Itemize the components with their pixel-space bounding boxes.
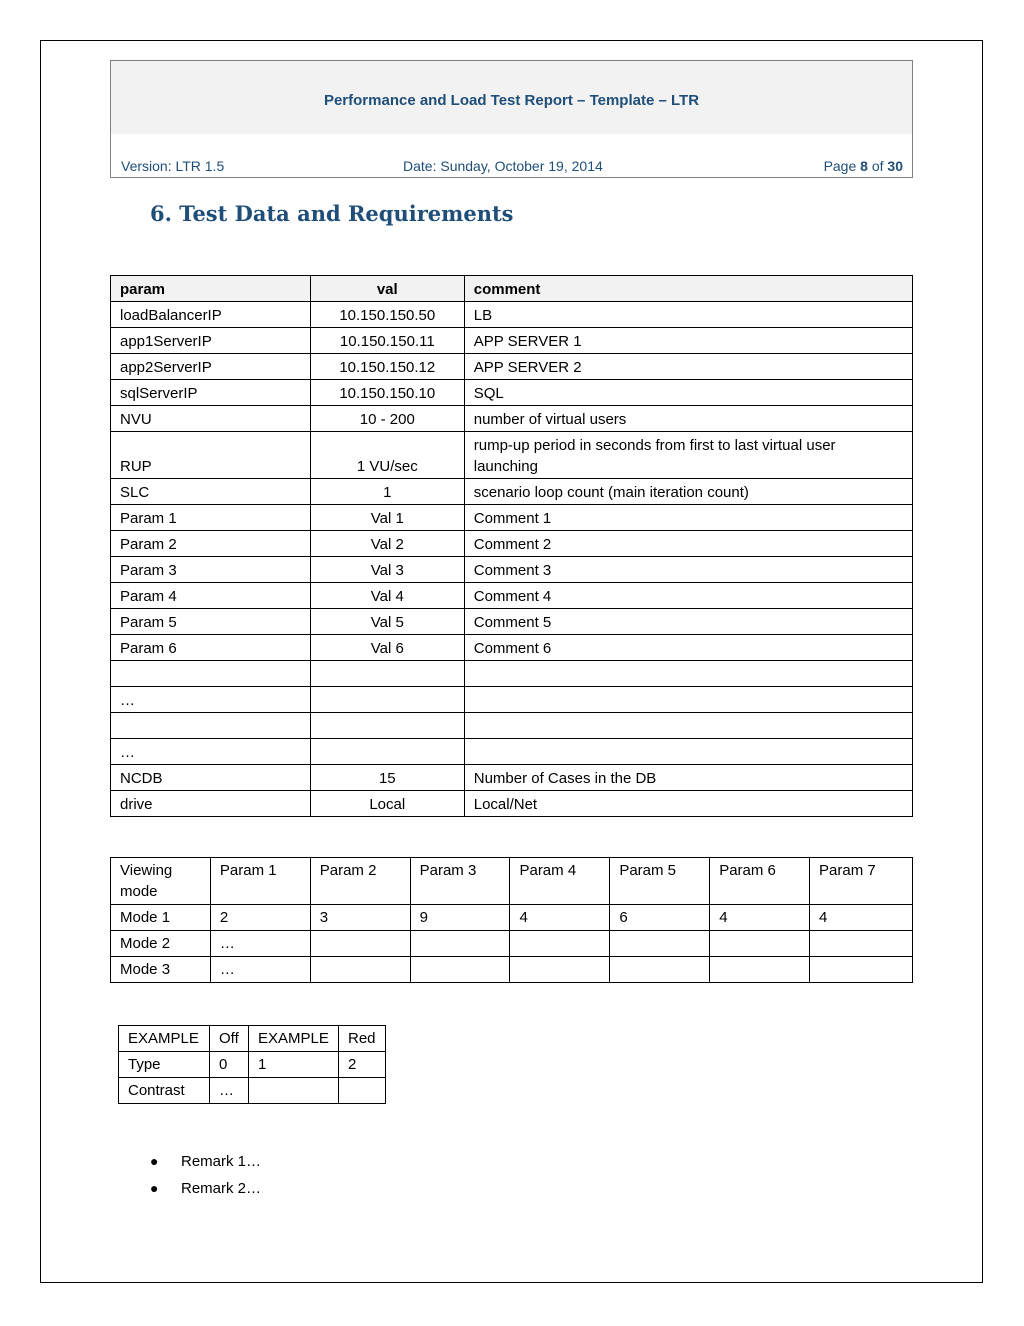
- params-header-row: [111, 276, 913, 302]
- table-row: [111, 739, 913, 765]
- comment-cell: [464, 739, 912, 765]
- example-cell: 1: [249, 1052, 339, 1078]
- comment-cell: APP SERVER 2: [464, 354, 912, 380]
- column-header: Param 4: [510, 858, 610, 905]
- value-cell: 10.150.150.12: [310, 354, 464, 380]
- date-label: Date: Sunday, October 19, 2014: [403, 158, 603, 174]
- value-cell: Val 1: [310, 505, 464, 531]
- value-cell: Val 2: [310, 531, 464, 557]
- param-cell: NVU: [111, 406, 311, 432]
- value-cell: Val 5: [310, 609, 464, 635]
- mode-value-cell: [410, 957, 510, 983]
- param-cell: …: [111, 739, 311, 765]
- column-header: Viewing mode: [111, 858, 211, 905]
- comment-cell: APP SERVER 1: [464, 328, 912, 354]
- mode-value-cell: [710, 931, 810, 957]
- mode-value-cell: [710, 957, 810, 983]
- table-row: [111, 432, 913, 479]
- list-item: [150, 1175, 261, 1202]
- param-cell: Param 3: [111, 557, 311, 583]
- column-header: Param 5: [610, 858, 710, 905]
- page-current: 8: [860, 158, 868, 174]
- page-number: [824, 158, 903, 174]
- table-row: [111, 328, 913, 354]
- comment-cell: scenario loop count (main iteration count): [464, 479, 912, 505]
- value-cell: 10 - 200: [310, 406, 464, 432]
- table-row: [119, 1026, 386, 1052]
- table-row: [111, 765, 913, 791]
- param-cell: …: [111, 687, 311, 713]
- param-cell: drive: [111, 791, 311, 817]
- table-row: [111, 557, 913, 583]
- mode-value-cell: [810, 931, 913, 957]
- value-cell: 10.150.150.50: [310, 302, 464, 328]
- value-cell: [310, 713, 464, 739]
- mode-value-cell: 2: [210, 905, 310, 931]
- table-row: [111, 505, 913, 531]
- example-table: [118, 1025, 386, 1104]
- list-item: [150, 1148, 261, 1175]
- example-cell: 2: [339, 1052, 386, 1078]
- value-cell: 10.150.150.10: [310, 380, 464, 406]
- mode-value-cell: 3: [310, 905, 410, 931]
- example-cell: Contrast: [119, 1078, 210, 1104]
- param-cell: SLC: [111, 479, 311, 505]
- page-total: 30: [887, 158, 903, 174]
- comment-cell: Comment 4: [464, 583, 912, 609]
- example-cell: [339, 1078, 386, 1104]
- column-header: Param 2: [310, 858, 410, 905]
- param-cell: app2ServerIP: [111, 354, 311, 380]
- mode-label-cell: Mode 3: [111, 957, 211, 983]
- comment-cell: Comment 6: [464, 635, 912, 661]
- column-header: Param 1: [210, 858, 310, 905]
- mode-value-cell: 4: [510, 905, 610, 931]
- value-cell: 1 VU/sec: [310, 432, 464, 479]
- column-header-val: val: [310, 276, 464, 302]
- table-row: [111, 931, 913, 957]
- table-row: [111, 380, 913, 406]
- param-cell: [111, 661, 311, 687]
- table-row: [111, 791, 913, 817]
- params-table: [110, 275, 913, 817]
- table-row: [111, 713, 913, 739]
- column-header-comment: comment: [464, 276, 912, 302]
- column-header: Param 7: [810, 858, 913, 905]
- example-cell: 0: [210, 1052, 249, 1078]
- param-cell: Param 5: [111, 609, 311, 635]
- value-cell: 15: [310, 765, 464, 791]
- mode-value-cell: …: [210, 957, 310, 983]
- param-cell: loadBalancerIP: [111, 302, 311, 328]
- param-cell: Param 1: [111, 505, 311, 531]
- comment-cell: rump-up period in seconds from first to last virtual user launching: [464, 432, 912, 479]
- example-cell: …: [210, 1078, 249, 1104]
- value-cell: 1: [310, 479, 464, 505]
- example-cell: Off: [210, 1026, 249, 1052]
- table-row: [111, 406, 913, 432]
- comment-cell: Local/Net: [464, 791, 912, 817]
- mode-label-cell: Mode 1: [111, 905, 211, 931]
- remark-text: Remark 1…: [181, 1153, 262, 1170]
- example-cell: EXAMPLE: [249, 1026, 339, 1052]
- mode-value-cell: 9: [410, 905, 510, 931]
- table-row: [111, 302, 913, 328]
- comment-cell: Comment 5: [464, 609, 912, 635]
- comment-cell: [464, 713, 912, 739]
- mode-value-cell: [610, 931, 710, 957]
- table-row: [111, 479, 913, 505]
- column-header-param: param: [111, 276, 311, 302]
- param-cell: Param 2: [111, 531, 311, 557]
- page-of: of: [867, 158, 888, 174]
- comment-cell: SQL: [464, 380, 912, 406]
- bullet-icon: ●: [150, 1180, 159, 1196]
- table-row: [111, 957, 913, 983]
- comment-cell: number of virtual users: [464, 406, 912, 432]
- example-cell: [249, 1078, 339, 1104]
- table-row: [111, 661, 913, 687]
- value-cell: Local: [310, 791, 464, 817]
- value-cell: [310, 687, 464, 713]
- table-row: [111, 635, 913, 661]
- viewing-modes-table: [110, 857, 913, 983]
- table-row: [119, 1078, 386, 1104]
- value-cell: Val 4: [310, 583, 464, 609]
- mode-value-cell: [610, 957, 710, 983]
- remarks-list: [150, 1148, 261, 1202]
- mode-value-cell: [410, 931, 510, 957]
- table-row: [111, 583, 913, 609]
- mode-value-cell: 4: [810, 905, 913, 931]
- page-header: [110, 60, 913, 178]
- table-row: [111, 687, 913, 713]
- example-cell: EXAMPLE: [119, 1026, 210, 1052]
- param-cell: Param 6: [111, 635, 311, 661]
- mode-value-cell: [510, 931, 610, 957]
- mode-value-cell: 6: [610, 905, 710, 931]
- param-cell: sqlServerIP: [111, 380, 311, 406]
- table-row: [119, 1052, 386, 1078]
- comment-cell: Comment 3: [464, 557, 912, 583]
- param-cell: NCDB: [111, 765, 311, 791]
- comment-cell: [464, 661, 912, 687]
- comment-cell: [464, 687, 912, 713]
- table-row: [111, 531, 913, 557]
- mode-value-cell: …: [210, 931, 310, 957]
- table-row: [111, 609, 913, 635]
- header-meta: [111, 158, 912, 176]
- param-cell: app1ServerIP: [111, 328, 311, 354]
- value-cell: Val 6: [310, 635, 464, 661]
- example-cell: Type: [119, 1052, 210, 1078]
- table-row: [111, 354, 913, 380]
- column-header: Param 3: [410, 858, 510, 905]
- column-header: Param 6: [710, 858, 810, 905]
- value-cell: 10.150.150.11: [310, 328, 464, 354]
- param-cell: [111, 713, 311, 739]
- mode-value-cell: [310, 957, 410, 983]
- comment-cell: Number of Cases in the DB: [464, 765, 912, 791]
- bullet-icon: ●: [150, 1153, 159, 1169]
- example-cell: Red: [339, 1026, 386, 1052]
- section-heading: 6. Test Data and Requirements: [150, 201, 514, 226]
- modes-header-row: [111, 858, 913, 905]
- version-label: Version: LTR 1.5: [121, 158, 225, 174]
- value-cell: [310, 661, 464, 687]
- value-cell: [310, 739, 464, 765]
- comment-cell: Comment 2: [464, 531, 912, 557]
- mode-label-cell: Mode 2: [111, 931, 211, 957]
- mode-value-cell: [810, 957, 913, 983]
- param-cell: RUP: [111, 432, 311, 479]
- mode-value-cell: [510, 957, 610, 983]
- page-prefix: Page: [823, 158, 861, 174]
- param-cell: Param 4: [111, 583, 311, 609]
- remark-text: Remark 2…: [181, 1180, 262, 1197]
- comment-cell: Comment 1: [464, 505, 912, 531]
- value-cell: Val 3: [310, 557, 464, 583]
- comment-cell: LB: [464, 302, 912, 328]
- table-row: [111, 905, 913, 931]
- mode-value-cell: 4: [710, 905, 810, 931]
- mode-value-cell: [310, 931, 410, 957]
- document-title: Performance and Load Test Report – Template – LTR: [323, 92, 700, 109]
